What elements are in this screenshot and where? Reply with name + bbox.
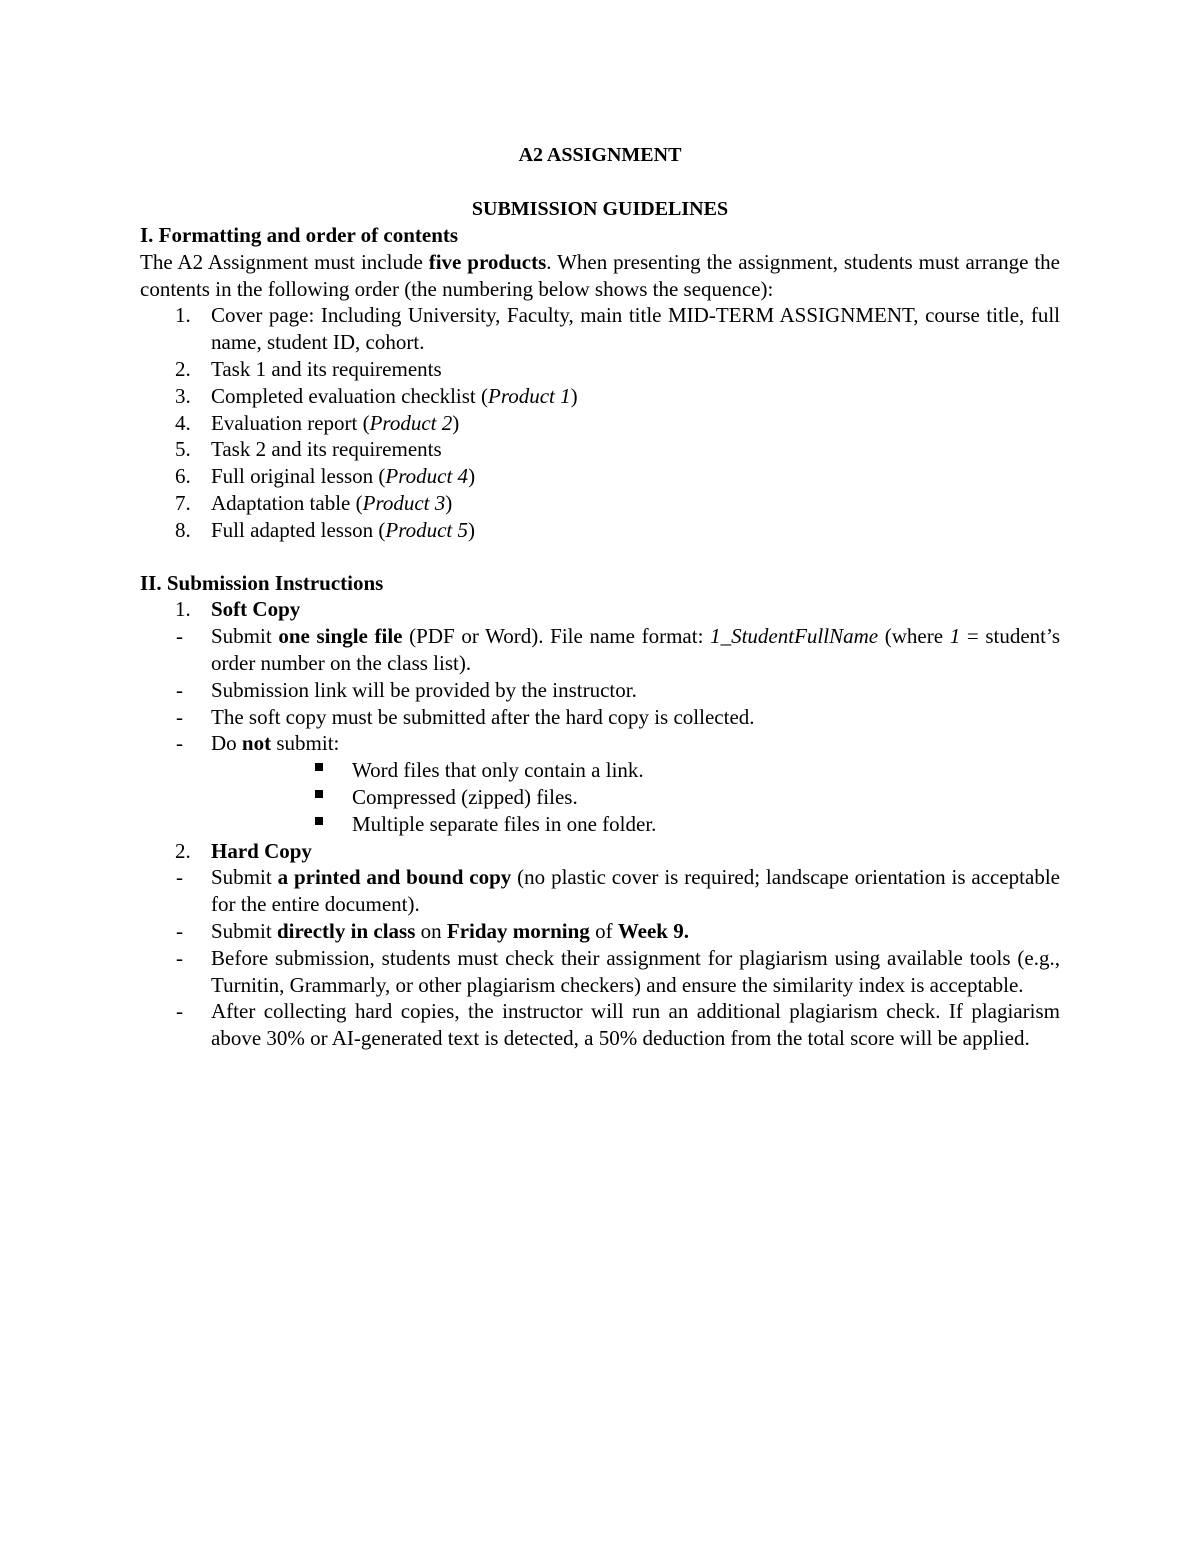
hard-copy-item: - Before submission, students must check their assignment for plagiarism using available tools (e.g., Turnitin, Grammarly, or other plagiarism checkers) and ensure the similarity index is acceptable. bbox=[176, 945, 1060, 997]
list-item: 1. Cover page: Including University, Faculty, main title MID-TERM ASSIGNMENT, course title, full name, student ID, cohort. bbox=[175, 303, 1060, 355]
section-heading-submission: II. Submission Instructions bbox=[140, 570, 384, 595]
soft-copy-heading: 1. Soft Copy bbox=[175, 597, 301, 622]
list-item: 3. Completed evaluation checklist (Product 1) bbox=[175, 383, 578, 408]
list-item: 4. Evaluation report (Product 2) bbox=[175, 410, 460, 435]
soft-copy-item: - Submission link will be provided by the instructor. bbox=[176, 677, 637, 702]
contents-order-list bbox=[140, 302, 1060, 543]
soft-copy-item: - Do not submit: bbox=[176, 731, 340, 756]
list-item: 8. Full adapted lesson (Product 5) bbox=[175, 517, 476, 542]
hard-copy-item: - Submit directly in class on Friday morning of Week 9. bbox=[176, 918, 689, 943]
square-bullet-icon bbox=[315, 763, 323, 771]
do-not-submit-item: Compressed (zipped) files. bbox=[140, 784, 1060, 811]
list-item: 7. Adaptation table (Product 3) bbox=[175, 490, 453, 515]
do-not-submit-item: Multiple separate files in one folder. bbox=[140, 811, 1060, 838]
document-subtitle: SUBMISSION GUIDELINES bbox=[471, 198, 729, 220]
list-item: 2. Task 1 and its requirements bbox=[175, 356, 442, 381]
document-page bbox=[140, 142, 1060, 1052]
square-bullet-icon bbox=[315, 790, 323, 798]
square-bullet-icon bbox=[315, 817, 323, 825]
intro-paragraph: The A2 Assignment must include five products. When presenting the assignment, students must arrange the contents in the following order (the numbering below shows the sequence): bbox=[140, 249, 1060, 301]
soft-copy-item: - The soft copy must be submitted after the hard copy is collected. bbox=[176, 704, 755, 729]
document-title: A2 ASSIGNMENT bbox=[518, 144, 682, 166]
soft-copy-item: - Submit one single file (PDF or Word). File name format: 1_StudentFullName (where 1 = student’s order number on the class list). bbox=[176, 624, 1061, 675]
section-heading-formatting: I. Formatting and order of contents bbox=[140, 223, 459, 247]
hard-copy-heading: 2. Hard Copy bbox=[175, 838, 312, 863]
hard-copy-item: - After collecting hard copies, the instructor will run an additional plagiarism check. If plagiarism above 30% or AI-generated text is detected, a 50% deduction from the total score will be applied. bbox=[176, 999, 1060, 1051]
list-item: 5. Task 2 and its requirements bbox=[175, 437, 442, 462]
hard-copy-item: - Submit a printed and bound copy (no plastic cover is required; landscape orientation is acceptable for the entire document). bbox=[176, 865, 1060, 917]
list-item: 6. Full original lesson (Product 4) bbox=[175, 464, 476, 489]
do-not-submit-item: Word files that only contain a link. bbox=[140, 757, 1060, 784]
